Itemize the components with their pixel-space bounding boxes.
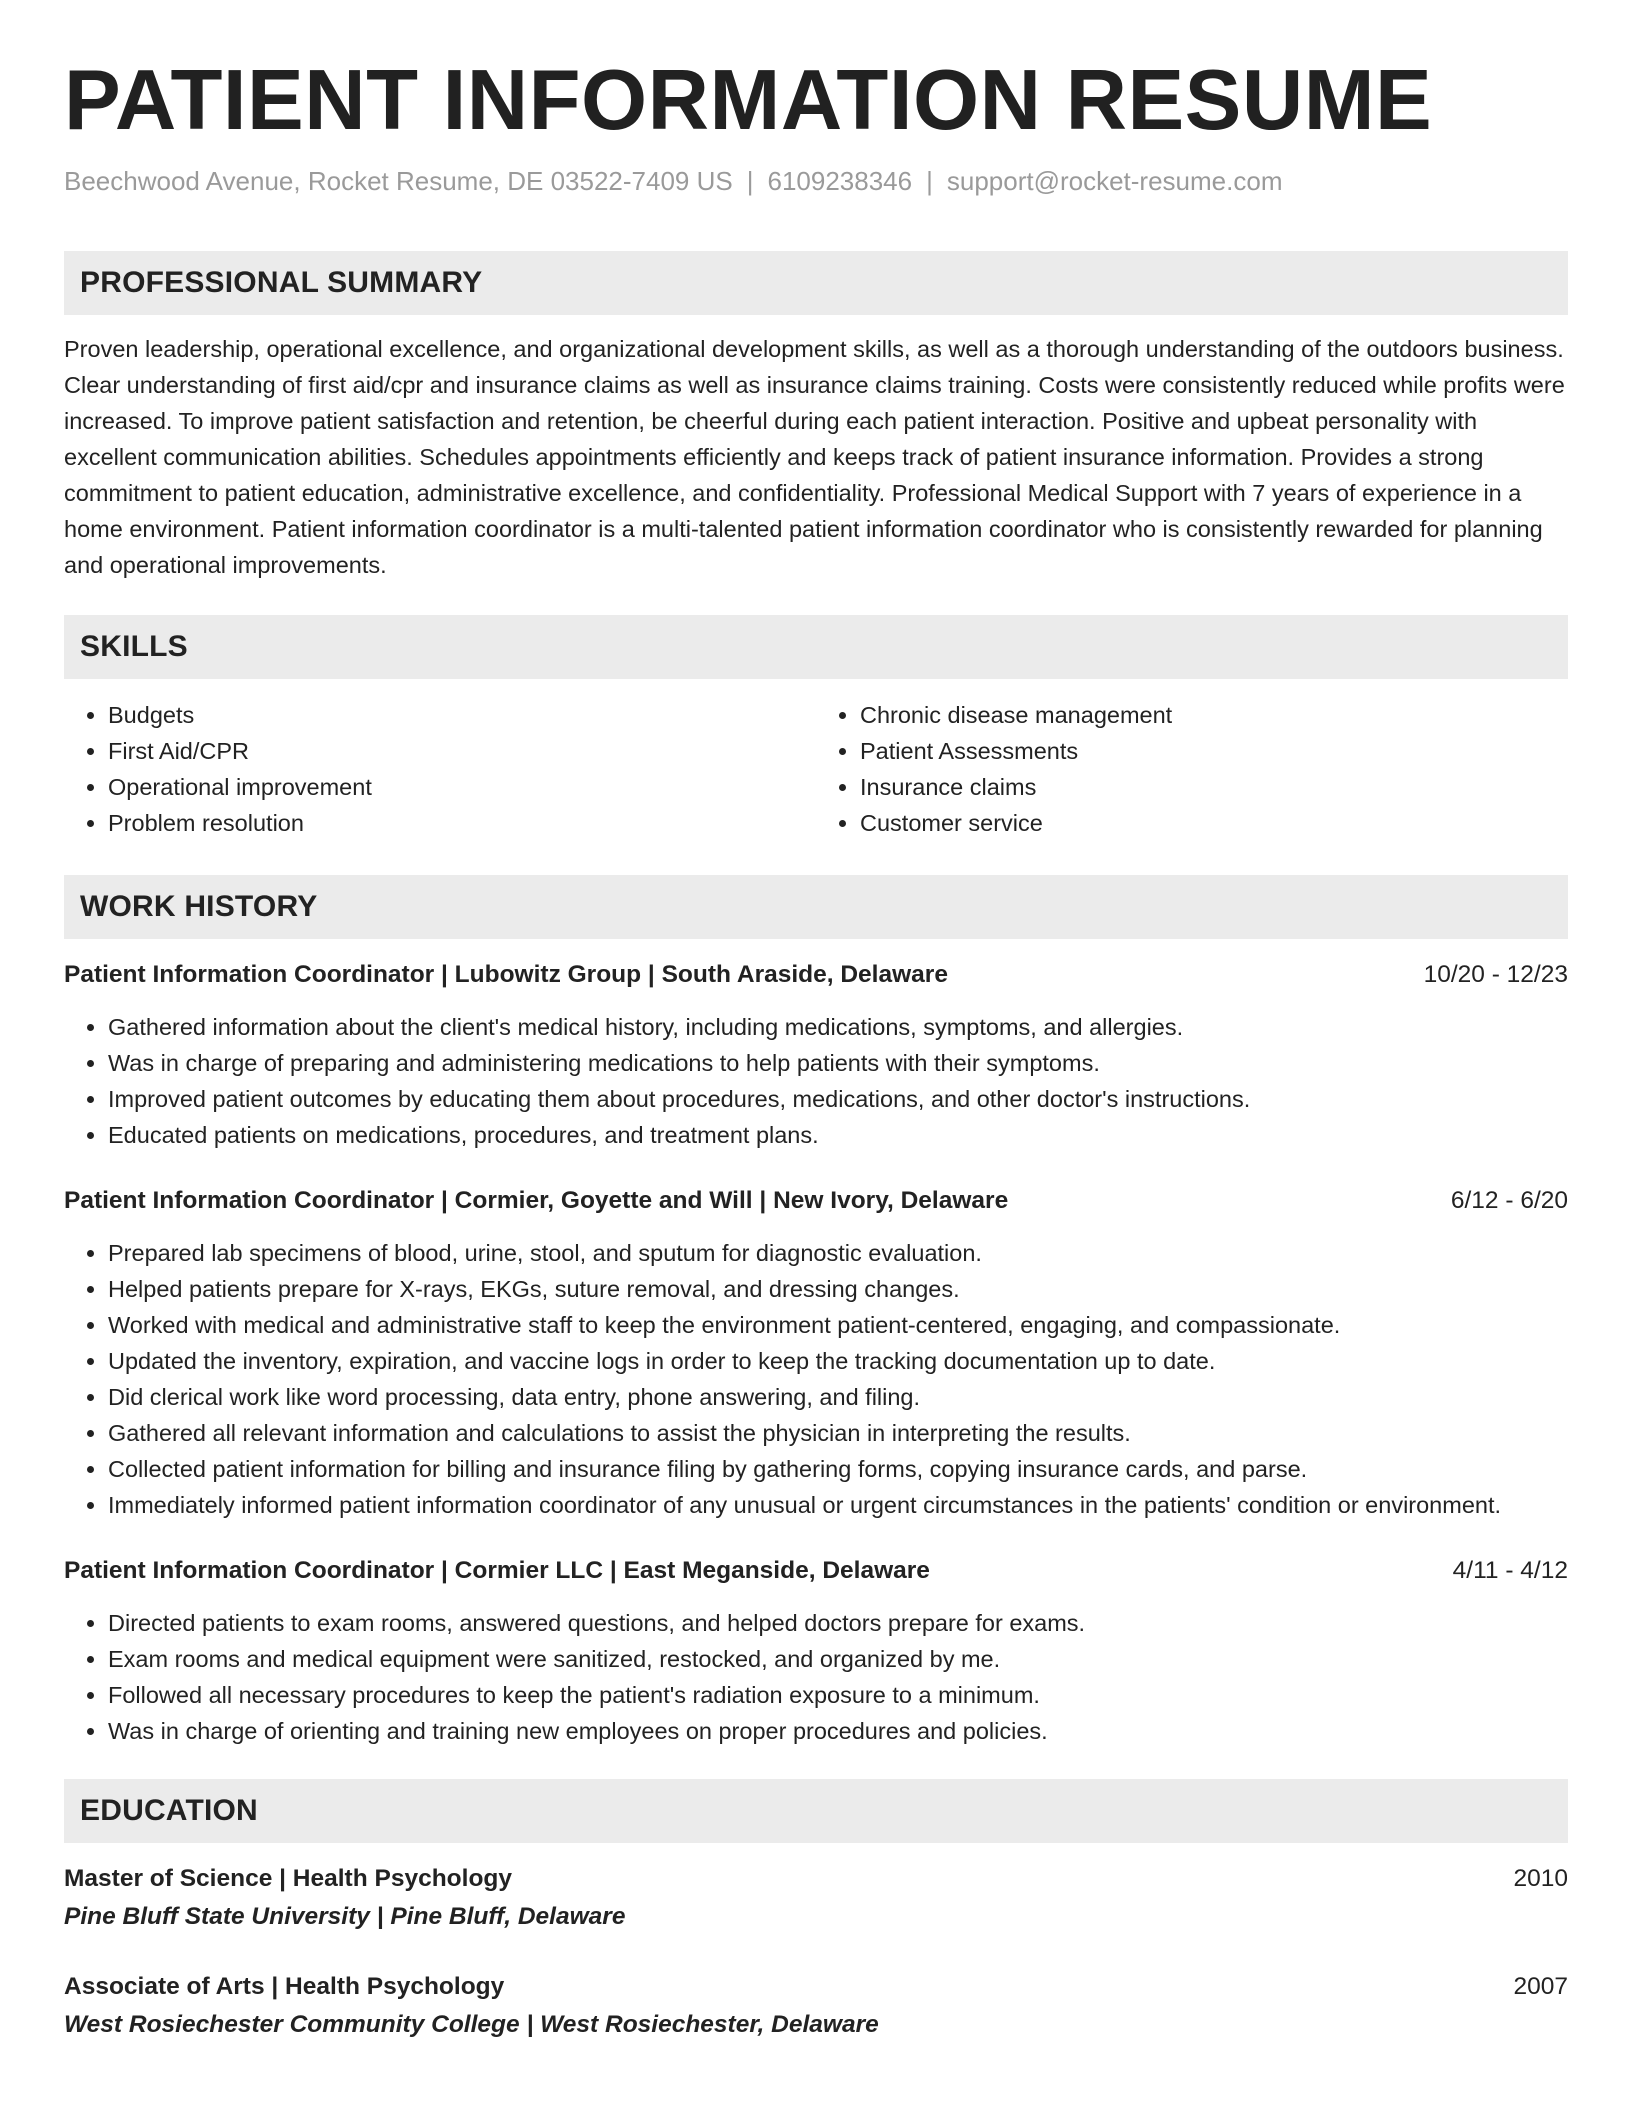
skill-item: • Problem resolution	[108, 805, 816, 841]
job-bullet: • Improved patient outcomes by educating them about procedures, medications, and other doctor's instructions.	[108, 1081, 1568, 1117]
education-year: 2007	[1513, 1972, 1568, 2000]
section-header-skills: SKILLS	[64, 615, 1568, 679]
skills-list	[64, 697, 1568, 841]
contact-email: support@rocket-resume.com	[946, 166, 1283, 196]
job-bullet: • Educated patients on medications, procedures, and treatment plans.	[108, 1117, 1568, 1153]
skills-column-left	[64, 697, 816, 841]
job-bullet: • Gathered all relevant information and calculations to assist the physician in interpreting the results.	[108, 1415, 1568, 1451]
education-school: Pine Bluff State University | Pine Bluff, Delaware	[64, 1902, 626, 1930]
job-bullet: • Prepared lab specimens of blood, urine, stool, and sputum for diagnostic evaluation.	[108, 1235, 1568, 1271]
job-bullet: • Did clerical work like word processing, data entry, phone answering, and filing.	[108, 1379, 1568, 1415]
job-dates: 4/11 - 4/12	[1452, 1556, 1568, 1584]
job-entry	[64, 957, 1568, 1153]
job-title: Patient Information Coordinator | Cormier, Goyette and Will | New Ivory, Delaware	[64, 1186, 1009, 1214]
job-bullets	[64, 1009, 1568, 1153]
job-heading-row	[64, 1553, 1568, 1589]
job-heading-row	[64, 957, 1568, 993]
job-bullet: • Exam rooms and medical equipment were sanitized, restocked, and organized by me.	[108, 1641, 1568, 1677]
education-degree: Master of Science | Health Psychology	[64, 1864, 512, 1892]
job-dates: 6/12 - 6/20	[1450, 1186, 1568, 1214]
job-bullet: • Was in charge of orienting and training new employees on proper procedures and policies.	[108, 1713, 1568, 1749]
education-degree: Associate of Arts | Health Psychology	[64, 1972, 505, 2000]
job-bullets	[64, 1235, 1568, 1523]
skill-item: • Budgets	[108, 697, 816, 733]
contact-separator: |	[926, 166, 933, 196]
skill-item: • Customer service	[860, 805, 1568, 841]
skill-item: • Insurance claims	[860, 769, 1568, 805]
job-bullet: • Gathered information about the client's medical history, including medications, symptoms, and allergies.	[108, 1009, 1568, 1045]
resume-title: PATIENT INFORMATION RESUME	[64, 53, 1433, 148]
education-year: 2010	[1513, 1864, 1568, 1892]
job-entry	[64, 1183, 1568, 1523]
job-entry	[64, 1553, 1568, 1749]
job-bullet: • Immediately informed patient information coordinator of any unusual or urgent circumstances in the patients' condition or environment.	[108, 1487, 1568, 1523]
job-bullet: • Directed patients to exam rooms, answered questions, and helped doctors prepare for exams.	[108, 1605, 1568, 1641]
education-entry	[64, 1969, 1568, 2043]
skill-item: • Operational improvement	[108, 769, 816, 805]
contact-separator: |	[746, 166, 754, 196]
skills-column-right	[816, 697, 1568, 841]
contact-phone: 6109238346	[767, 166, 913, 196]
job-dates: 10/20 - 12/23	[1423, 960, 1568, 988]
education-school: West Rosiechester Community College | West Rosiechester, Delaware	[64, 2010, 879, 2038]
skill-item: • Patient Assessments	[860, 733, 1568, 769]
job-bullet: • Worked with medical and administrative staff to keep the environment patient-centered, engaging, and compassionate.	[108, 1307, 1568, 1343]
education-heading-row	[64, 1861, 1568, 1897]
job-heading-row	[64, 1183, 1568, 1219]
contact-line	[64, 165, 1568, 199]
skill-item: • First Aid/CPR	[108, 733, 816, 769]
job-bullet: • Updated the inventory, expiration, and vaccine logs in order to keep the tracking documentation up to date.	[108, 1343, 1568, 1379]
skill-item: • Chronic disease management	[860, 697, 1568, 733]
education-heading-row	[64, 1969, 1568, 2005]
job-title: Patient Information Coordinator | Cormier LLC | East Meganside, Delaware	[64, 1556, 930, 1584]
section-header-work-history: WORK HISTORY	[64, 875, 1568, 939]
job-bullet: • Was in charge of preparing and administering medications to help patients with their symptoms.	[108, 1045, 1568, 1081]
job-bullets	[64, 1605, 1568, 1749]
job-bullet: • Helped patients prepare for X-rays, EKGs, suture removal, and dressing changes.	[108, 1271, 1568, 1307]
section-header-education: EDUCATION	[64, 1779, 1568, 1843]
section-header-summary: PROFESSIONAL SUMMARY	[64, 251, 1568, 315]
contact-address: Beechwood Avenue, Rocket Resume, DE 03522-7409 US	[64, 166, 733, 196]
education-entry	[64, 1861, 1568, 1935]
summary-text: Proven leadership, operational excellence, and organizational development skills, as well as a thorough understanding of the outdoors business. Clear understanding of first aid/cpr and insurance claims as well as insurance claims training. Costs were consistently reduced while profits were increased. To improve patient satisfaction and retention, be cheerful during each patient interaction. Positive and upbeat personality with excellent communication abilities. Schedules appointments efficiently and keeps track of patient insurance information. Provides a strong commitment to patient education, administrative excellence, and confidentiality. Professional Medical Support with 7 years of experience in a home environment. Patient information coordinator is a multi-talented patient information coordinator who is consistently rewarded for planning and operational improvements.	[64, 335, 1565, 578]
job-bullet: • Followed all necessary procedures to keep the patient's radiation exposure to a minimum.	[108, 1677, 1568, 1713]
job-bullet: • Collected patient information for billing and insurance filing by gathering forms, copying insurance cards, and parse.	[108, 1451, 1568, 1487]
job-title: Patient Information Coordinator | Lubowitz Group | South Araside, Delaware	[64, 960, 948, 988]
